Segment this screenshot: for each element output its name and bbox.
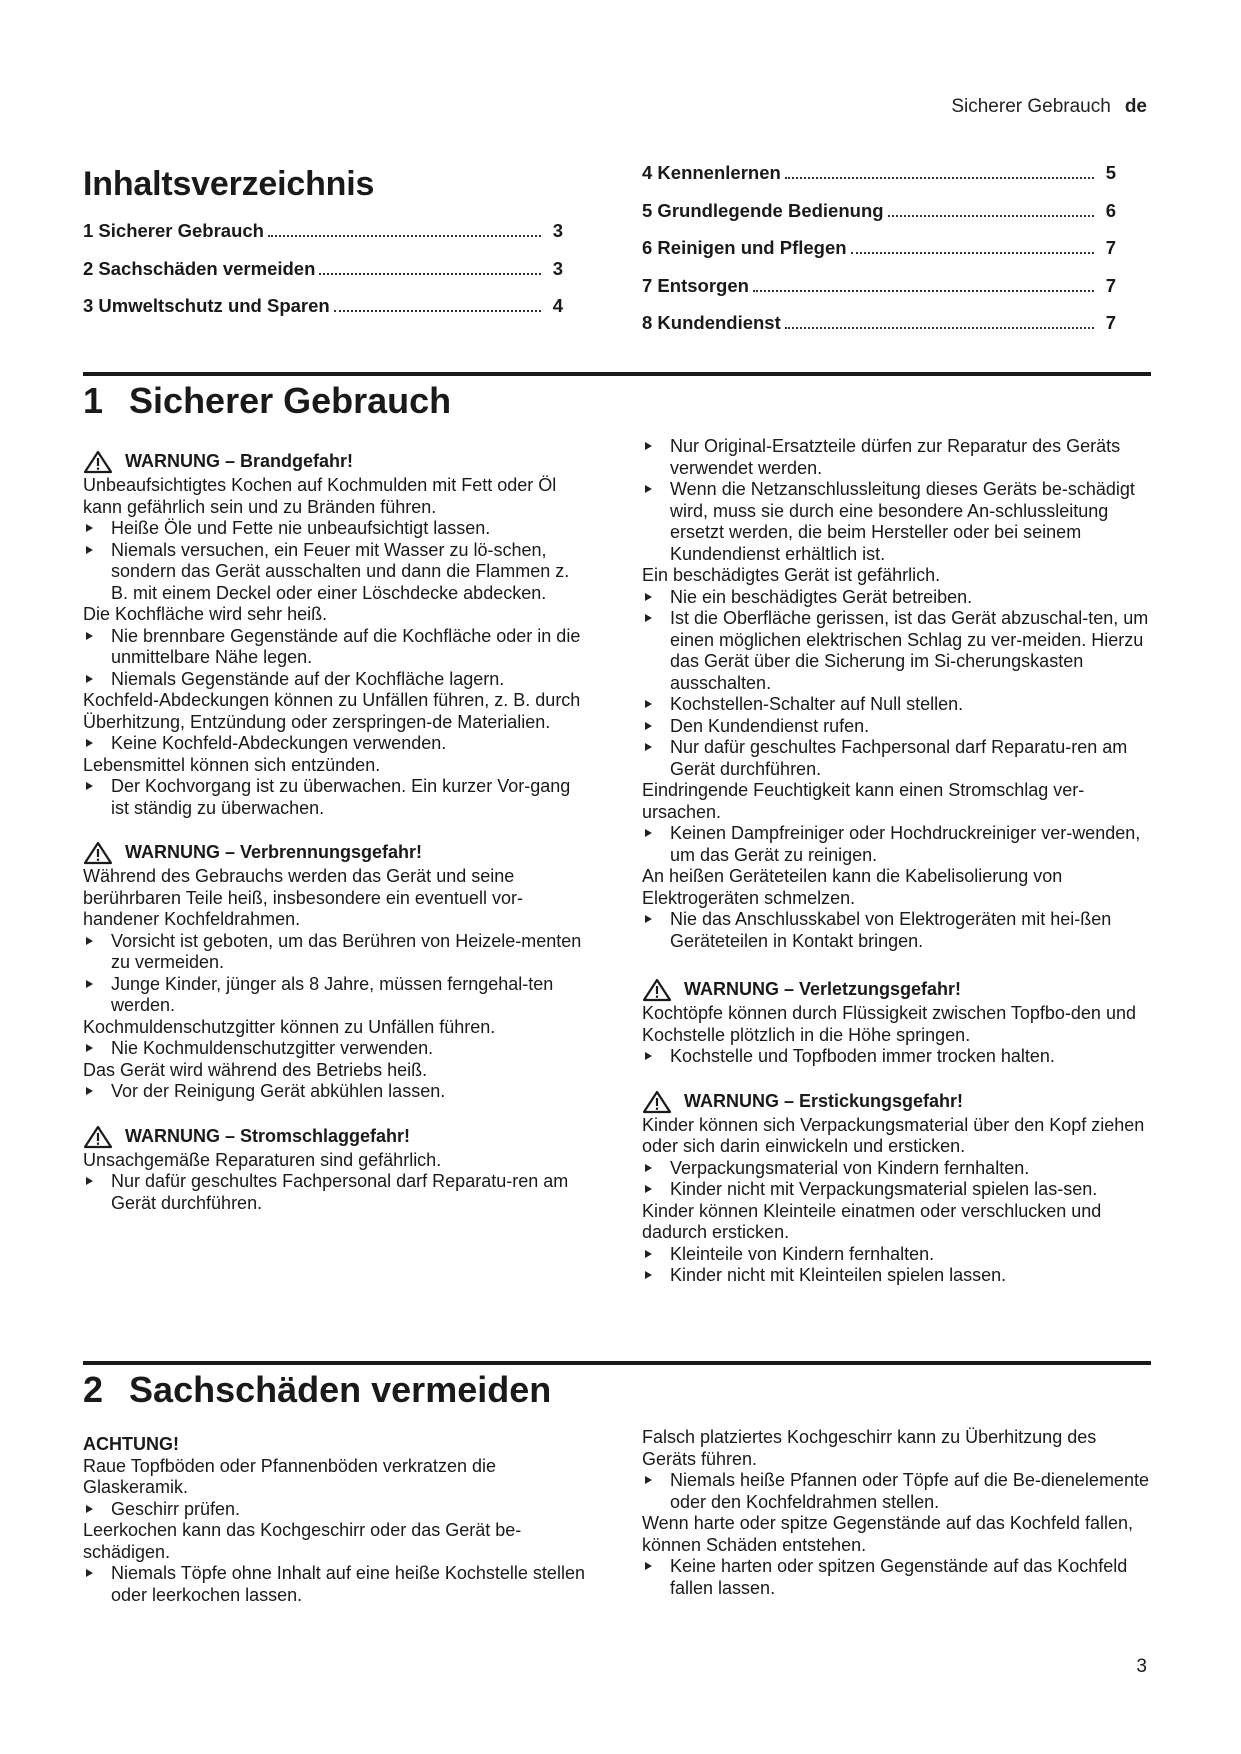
bullet-item: Der Kochvorgang ist zu überwachen. Ein kurzer Vor-gang ist ständig zu überwachen.	[83, 776, 585, 819]
paragraph: Eindringende Feuchtigkeit kann einen Stromschlag ver-ursachen.	[642, 780, 1085, 822]
warning-heading	[642, 1090, 1150, 1114]
toc-entry[interactable]	[642, 312, 1116, 350]
toc-right-column	[642, 162, 1116, 350]
paragraph: Lebensmittel können sich entzünden.	[83, 754, 381, 775]
toc-leader-dots	[888, 215, 1094, 217]
bullet-item: Nie das Anschlusskabel von Elektrogeräten mit hei-ßen Geräteteilen in Kontakt bringen.	[642, 909, 1150, 952]
bullet-item: Nur dafür geschultes Fachpersonal darf Reparatu-ren am Gerät durchführen.	[642, 737, 1150, 780]
bullet-item: Niemals Gegenstände auf der Kochfläche lagern.	[83, 669, 585, 691]
toc-title: Inhaltsverzeichnis	[83, 165, 375, 203]
bullet-item: Niemals versuchen, ein Feuer mit Wasser zu lö-schen, sondern das Gerät ausschalten und dann die Flammen z. B. mit einem Deckel oder einer Löschdecke abdecken.	[83, 540, 585, 605]
toc-entry-page: 7	[1105, 312, 1116, 333]
toc-leader-dots	[334, 310, 541, 312]
warning-heading	[83, 1125, 585, 1149]
paragraph: Leerkochen kann das Kochgeschirr oder das Gerät be-schädigen.	[83, 1520, 522, 1562]
warning-triangle-icon	[83, 1125, 113, 1149]
bullet-item: Nie Kochmuldenschutzgitter verwenden.	[83, 1038, 585, 1060]
warning-title: WARNUNG – Verbrennungsgefahr!	[125, 842, 423, 863]
paragraph: Die Kochfläche wird sehr heiß.	[83, 604, 328, 624]
section-number: 1	[83, 380, 104, 421]
bullet-item: Keine harten oder spitzen Gegenstände auf das Kochfeld fallen lassen.	[642, 1556, 1150, 1599]
toc-entry-page: 4	[552, 295, 563, 316]
paragraph: Unbeaufsichtigtes Kochen auf Kochmulden mit Fett oder Öl kann gefährlich sein und zu Bränden führen.	[83, 475, 557, 517]
toc-entry[interactable]	[642, 237, 1116, 275]
toc-entry-label: 2 Sachschäden vermeiden	[83, 257, 316, 279]
bullet-item: Nur dafür geschultes Fachpersonal darf Reparatu-ren am Gerät durchführen.	[83, 1171, 585, 1214]
toc-leader-dots	[785, 327, 1094, 329]
toc-leader-dots	[851, 252, 1094, 254]
paragraph: Kinder können Kleinteile einatmen oder verschlucken und dadurch ersticken.	[642, 1200, 1102, 1242]
toc-entry-label: 6 Reinigen und Pflegen	[642, 237, 847, 258]
paragraph: Während des Gebrauchs werden das Gerät und seine berührbaren Teile heiß, insbesondere ein eventuell vor-handener Kochfeldrahmen.	[83, 866, 523, 929]
toc-entry[interactable]	[642, 162, 1116, 200]
caution-heading: ACHTUNG!	[83, 1434, 179, 1454]
bullet-item: Ist die Oberfläche gerissen, ist das Gerät abzuschal-ten, um einen möglichen elektrischen Schlag zu ver-meiden. Hierzu das Gerät über die Sicherung im Si-cherungskasten ausschalten.	[642, 608, 1150, 694]
toc-entry-label: 4 Kennenlernen	[642, 162, 781, 183]
warning-title: WARNUNG – Erstickungsgefahr!	[684, 1090, 964, 1111]
paragraph: Unsachgemäße Reparaturen sind gefährlich.	[83, 1149, 442, 1170]
paragraph: Wenn harte oder spitze Gegenstände auf das Kochfeld fallen, können Schäden entstehen.	[642, 1513, 1133, 1555]
bullet-item: Heiße Öle und Fette nie unbeaufsichtigt lassen.	[83, 518, 585, 540]
warning-title: WARNUNG – Verletzungsgefahr!	[684, 979, 962, 1000]
section-title: Sachschäden vermeiden	[129, 1369, 552, 1410]
bullet-item: Kleinteile von Kindern fernhalten.	[642, 1244, 1150, 1266]
warning-title: WARNUNG – Brandgefahr!	[125, 451, 354, 472]
toc-left-column	[83, 220, 563, 333]
toc-leader-dots	[268, 235, 541, 237]
toc-entry[interactable]	[642, 275, 1116, 313]
bullet-item: Keine Kochfeld-Abdeckungen verwenden.	[83, 733, 585, 755]
paragraph: Ein beschädigtes Gerät ist gefährlich.	[642, 565, 941, 585]
bullet-item: Kochstellen-Schalter auf Null stellen.	[642, 694, 1150, 716]
paragraph: Falsch platziertes Kochgeschirr kann zu Überhitzung des Geräts führen.	[642, 1427, 1097, 1469]
toc-entry-page: 6	[1105, 199, 1116, 221]
warning-triangle-icon	[83, 841, 113, 865]
warning-heading	[642, 978, 1150, 1002]
warning-heading	[83, 841, 585, 865]
toc-entry-label: 8 Kundendienst	[642, 312, 781, 333]
toc-entry-label: 7 Entsorgen	[642, 274, 749, 296]
toc-entry[interactable]	[642, 200, 1116, 238]
bullet-item: Niemals Töpfe ohne Inhalt auf eine heiße Kochstelle stellen oder leerkochen lassen.	[83, 1563, 585, 1606]
bullet-item: Den Kundendienst rufen.	[642, 716, 1150, 738]
toc-entry-page: 3	[552, 220, 563, 241]
toc-entry-label: 1 Sicherer Gebrauch	[83, 220, 264, 241]
paragraph: Kochfeld-Abdeckungen können zu Unfällen führen, z. B. durch Überhitzung, Entzündung oder zerspringen-de Materialien.	[83, 690, 581, 732]
bullet-item: Nie ein beschädigtes Gerät betreiben.	[642, 587, 1150, 609]
language-code: de	[1124, 96, 1147, 117]
page-number: 3	[1136, 1656, 1147, 1677]
bullet-item: Vorsicht ist geboten, um das Berühren von Heizele-menten zu vermeiden.	[83, 931, 585, 974]
warning-triangle-icon	[83, 450, 113, 474]
bullet-item: Junge Kinder, jünger als 8 Jahre, müssen ferngehal-ten werden.	[83, 974, 585, 1017]
section-2-right-column	[642, 1427, 1150, 1599]
toc-entry-label: 5 Grundlegende Bedienung	[642, 199, 884, 221]
bullet-item: Kinder nicht mit Kleinteilen spielen lassen.	[642, 1265, 1150, 1287]
bullet-item: Kinder nicht mit Verpackungsmaterial spielen las-sen.	[642, 1179, 1150, 1201]
toc-entry-page: 3	[552, 257, 563, 279]
section-2-left-column	[83, 1434, 585, 1606]
section-title: Sicherer Gebrauch	[129, 380, 452, 421]
toc-entry[interactable]	[83, 258, 563, 296]
toc-leader-dots	[785, 177, 1094, 179]
section-number: 2	[83, 1369, 104, 1410]
paragraph: An heißen Geräteteilen kann die Kabelisolierung von Elektrogeräten schmelzen.	[642, 866, 1063, 908]
bullet-item: Wenn die Netzanschlussleitung dieses Geräts be-schädigt wird, muss sie durch eine besondere An-schlussleitung ersetzt werden, die beim Hersteller oder bei seinem Kundendienst erhältlich ist.	[642, 479, 1150, 565]
section-1-heading	[83, 380, 451, 422]
toc-entry[interactable]	[83, 220, 563, 258]
warning-heading	[83, 450, 585, 474]
section-divider	[83, 1361, 1151, 1365]
running-header	[951, 96, 1147, 118]
toc-entry-page: 7	[1105, 237, 1116, 258]
paragraph: Kinder können sich Verpackungsmaterial über den Kopf ziehen oder sich darin einwickeln und ersticken.	[642, 1114, 1145, 1156]
paragraph: Das Gerät wird während des Betriebs heiß.	[83, 1059, 428, 1080]
bullet-item: Kochstelle und Topfboden immer trocken halten.	[642, 1046, 1150, 1068]
paragraph: Kochtöpfe können durch Flüssigkeit zwischen Topfbo-den und Kochstelle plötzlich in die Höhe springen.	[642, 1003, 1136, 1045]
paragraph: Raue Topfböden oder Pfannenböden verkratzen die Glaskeramik.	[83, 1455, 496, 1497]
bullet-item: Geschirr prüfen.	[83, 1499, 585, 1521]
section-divider	[83, 372, 1151, 376]
bullet-item: Verpackungsmaterial von Kindern fernhalten.	[642, 1158, 1150, 1180]
warning-triangle-icon	[642, 978, 672, 1002]
warning-triangle-icon	[642, 1090, 672, 1114]
bullet-item: Vor der Reinigung Gerät abkühlen lassen.	[83, 1081, 585, 1103]
running-header-section: Sicherer Gebrauch	[951, 96, 1111, 117]
paragraph: Kochmuldenschutzgitter können zu Unfällen führen.	[83, 1016, 496, 1037]
section-1-left-column	[83, 450, 585, 1214]
toc-entry-page: 5	[1105, 162, 1116, 183]
bullet-item: Nur Original-Ersatzteile dürfen zur Reparatur des Geräts verwendet werden.	[642, 436, 1150, 479]
section-1-right-column	[642, 436, 1150, 1287]
toc-entry[interactable]	[83, 295, 563, 333]
bullet-item: Nie brennbare Gegenstände auf die Kochfläche oder in die unmittelbare Nähe legen.	[83, 626, 585, 669]
toc-leader-dots	[319, 273, 541, 275]
toc-entry-page: 7	[1105, 274, 1116, 296]
warning-title: WARNUNG – Stromschlaggefahr!	[125, 1125, 411, 1146]
bullet-item: Niemals heiße Pfannen oder Töpfe auf die Be-dienelemente oder den Kochfeldrahmen stellen.	[642, 1470, 1150, 1513]
section-2-heading	[83, 1369, 551, 1411]
bullet-item: Keinen Dampfreiniger oder Hochdruckreiniger ver-wenden, um das Gerät zu reinigen.	[642, 823, 1150, 866]
toc-leader-dots	[753, 290, 1094, 292]
toc-entry-label: 3 Umweltschutz und Sparen	[83, 295, 330, 316]
